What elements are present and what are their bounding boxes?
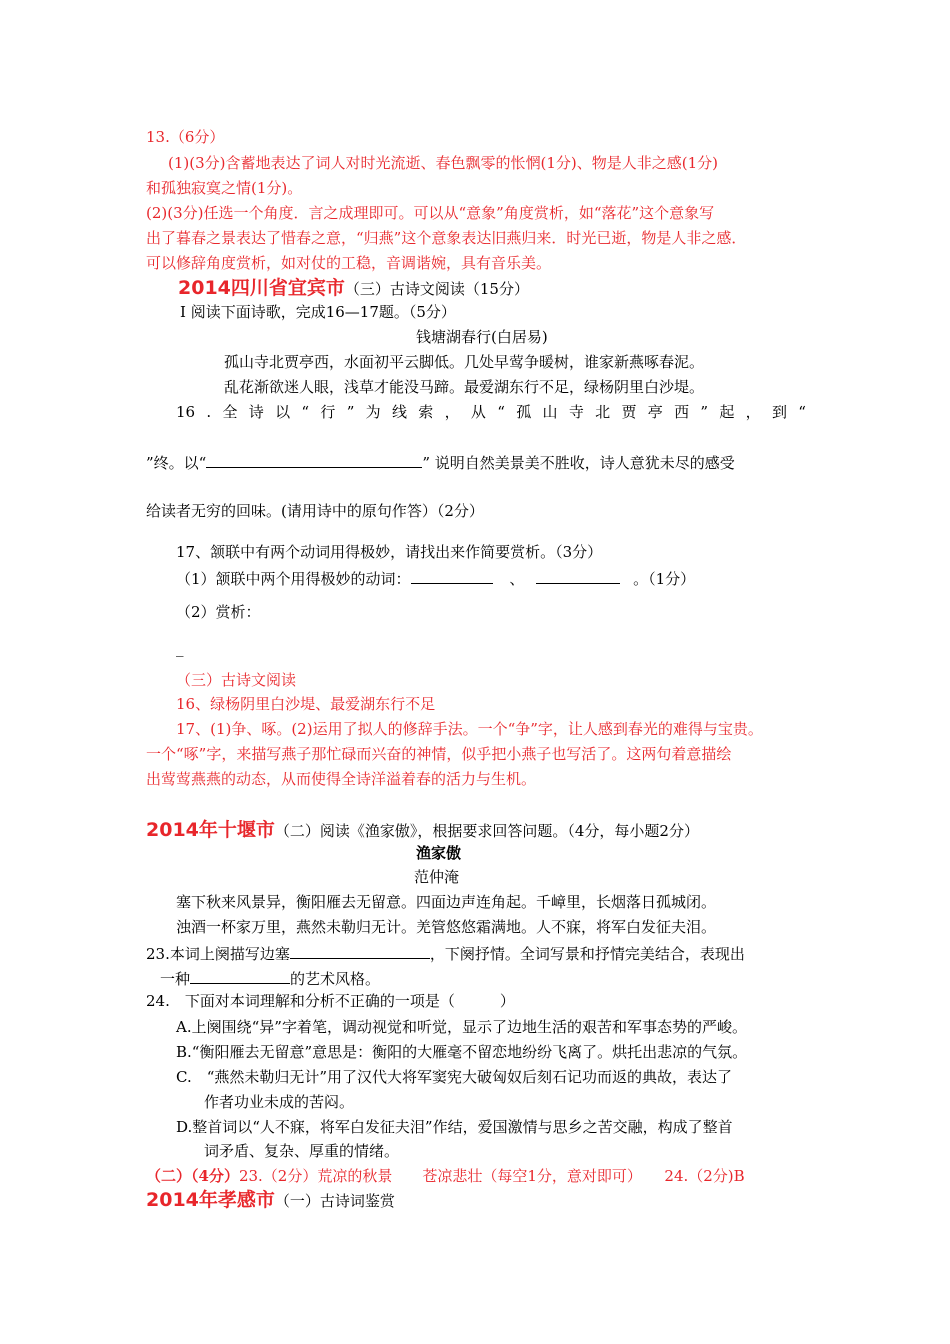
poem-title-qiantang: 钱塘湖春行(白居易) [416, 328, 548, 346]
q24-option-d-line1: D.整首词以“人不寐，将军白发征夫泪”作结，爱国激情与思乡之苦交融，构成了整首 [176, 1118, 733, 1136]
shiyan-title: 2014年十堰市 [146, 819, 275, 841]
answer-17-line1: 17、(1)争、啄。(2)运用了拟人的修辞手法。一个“争”字，让人感到春光的难得与宝贵。 [176, 720, 763, 738]
q13-answer-1-line1: (1)(3分)含蓄地表达了词人对时光流逝、春色飘零的怅惘(1分)、物是人非之感(1分) [168, 154, 718, 172]
yibin-heading [178, 276, 529, 300]
poem-line-2: 乱花渐欲迷人眼，浅草才能没马蹄。最爱湖东行不足，绿杨阴里白沙堤。 [224, 378, 705, 396]
poem-line-1: 孤山寺北贾亭西，水面初平云脚低。几处早莺争暖树，谁家新燕啄春泥。 [224, 353, 705, 371]
xiaogan-heading [146, 1188, 395, 1212]
q16-line1: 16 . 全 诗 以 “ 行 ” 为 线 索 ， 从 “ 孤 山 寺 北 贾 亭 西 ” 起 ， 到 “ [176, 403, 806, 421]
q17-question: 17、颔联中有两个动词用得极妙，请找出来作简要赏析。（3分） [176, 543, 603, 561]
shiyan-heading [146, 818, 699, 842]
answer-17-line3: 出莺莺燕燕的动态，从而使得全诗洋溢着春的活力与生机。 [146, 770, 537, 788]
shiyan-subtitle: （二）阅读《渔家傲》，根据要求回答问题。（4分，每小题2分） [274, 822, 699, 840]
q24-option-d-line2: 词矛盾、复杂、厚重的情绪。 [204, 1142, 400, 1160]
xiaogan-subtitle: （一）古诗词鉴赏 [274, 1192, 395, 1210]
yibin-answer-heading: （三）古诗文阅读 [176, 671, 297, 689]
q23-line1: 23.本词上阕描写边塞 ，下阕抒情。全词写景和抒情完美结合，表现出 [146, 942, 745, 964]
xiaogan-title: 2014年孝感市 [146, 1189, 275, 1211]
answer-17-line2: 一个“啄”字，来描写燕子那忙碌而兴奋的神情，似乎把小燕子也写活了。这两句着意描绘 [146, 745, 732, 763]
q24-option-b: B.“衡阳雁去无留意”意思是：衡阳的大雁毫不留恋地纷纷飞离了。烘托出悲凉的气氛。 [176, 1043, 748, 1061]
q23-blank-2[interactable] [190, 967, 290, 984]
answer-16: 16、绿杨阴里白沙堤、最爱湖东行不足 [176, 695, 436, 713]
q24-option-a: A.上阕围绕“异”字着笔，调动视觉和听觉，显示了边地生活的艰苦和军事态势的严峻。 [176, 1018, 747, 1036]
yibin-intro: Ⅰ 阅读下面诗歌，完成16—17题。（5分） [180, 303, 456, 321]
q23-blank-1[interactable] [290, 942, 430, 959]
q13-heading: 13.（6分） [146, 128, 225, 146]
yujiaao-line-2: 浊酒一杯家万里，燕然未勒归无计。羌管悠悠霜满地。人不寐，将军白发征夫泪。 [176, 918, 717, 936]
q17-blank-2[interactable] [536, 567, 620, 584]
q17-part2: （2）赏析： [176, 603, 261, 621]
q16-line2: ”终。以“ ” 说明自然美景美不胜收，诗人意犹未尽的感受 [146, 451, 735, 473]
answer-dash: _ [176, 639, 184, 657]
yujiaao-line-1: 塞下秋来风景异，衡阳雁去无留意。四面边声连角起。千嶂里，长烟落日孤城闭。 [176, 893, 717, 911]
q16-answer-blank[interactable] [206, 451, 422, 468]
poem-title-yujiaao: 渔家傲 [416, 844, 462, 862]
q13-answer-2-line3: 可以修辞角度赏析，如对仗的工稳，音调谐婉，具有音乐美。 [146, 254, 552, 272]
q24-option-c-line2: 作者功业未成的苦闷。 [204, 1093, 355, 1111]
q13-answer-1-line2: 和孤独寂寞之情(1分)。 [146, 179, 303, 197]
shiyan-answers: （二）（4分）23.（2分）荒凉的秋景 苍凉悲壮（每空1分，意对即可） 24.（2分)B [146, 1167, 745, 1185]
poem-author: 范仲淹 [414, 868, 460, 886]
q16-line3: 给读者无穷的回味。(请用诗中的原句作答）（2分） [146, 502, 484, 520]
q13-answer-2-line2: 出了暮春之景表达了惜春之意，“归燕”这个意象表达旧燕归来．时光已逝，物是人非之感． [146, 229, 747, 247]
q17-blank-1[interactable] [411, 567, 493, 584]
q24-question: 24. 下面对本词理解和分析不正确的一项是（ ） [146, 992, 515, 1010]
q23-line2: 一种 的艺术风格。 [160, 967, 380, 989]
q13-answer-2-line1: (2)(3分)任选一个角度．言之成理即可。可以从“意象”角度赏析，如“落花”这个意象写 [146, 204, 715, 222]
yibin-title: 2014四川省宜宾市 [178, 277, 345, 299]
q24-option-c-line1: C. “燕然未勒归无计”用了汉代大将军窦宪大破匈奴后刻石记功而返的典故，表达了 [176, 1068, 733, 1086]
q17-part1: （1）颔联中两个用得极妙的动词： 、 。（1分） [176, 567, 695, 589]
yibin-subtitle: （三）古诗文阅读（15分） [344, 280, 529, 298]
